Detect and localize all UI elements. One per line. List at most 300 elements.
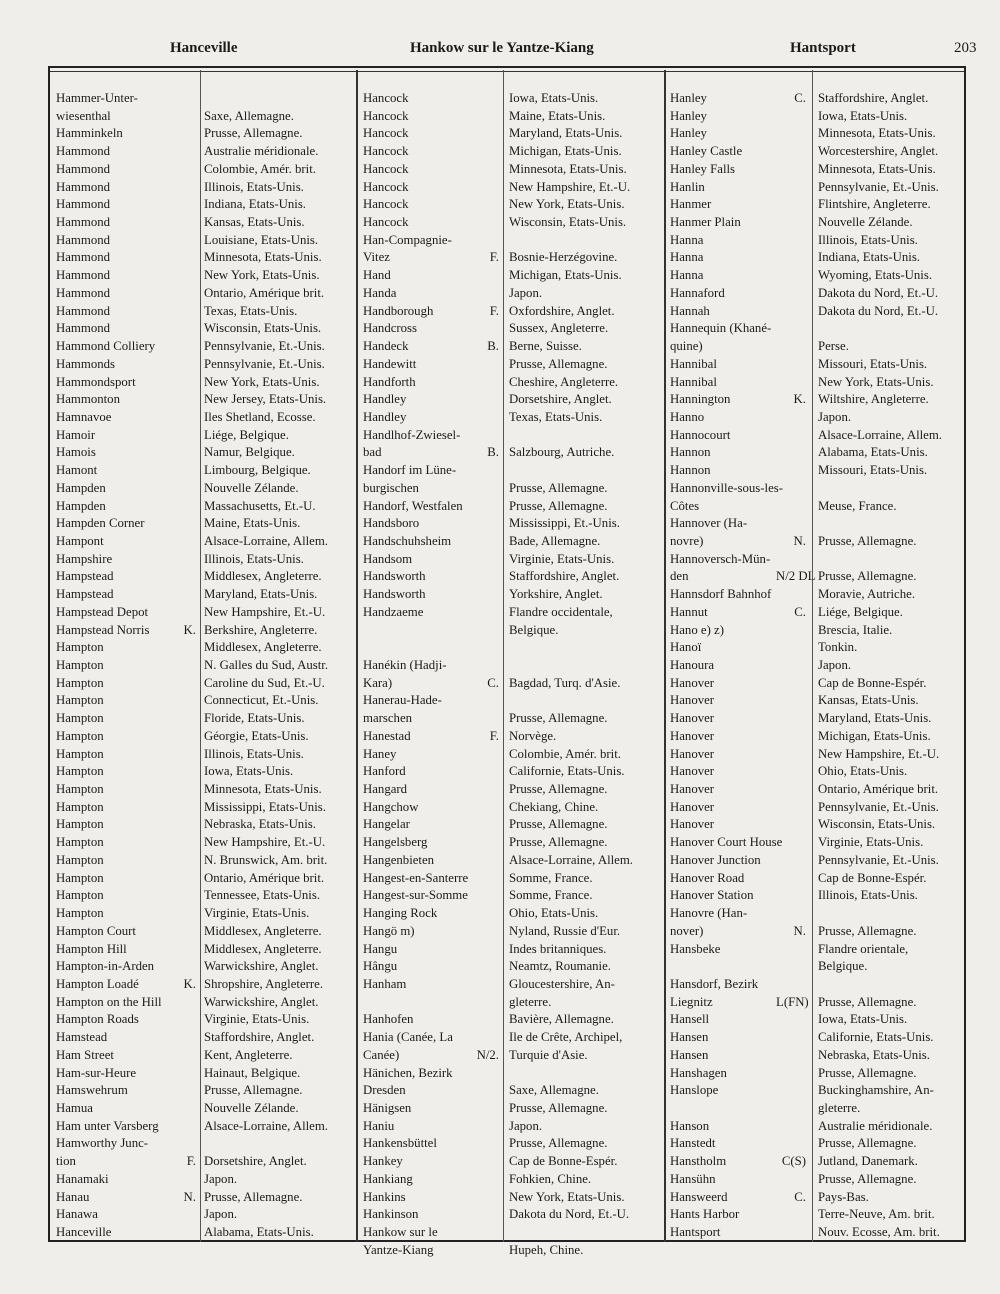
place-name: Hanley <box>670 108 707 123</box>
country-region: Buckinghamshire, An- <box>818 1083 934 1098</box>
running-header <box>0 40 1000 64</box>
place-name: Hanstholm <box>670 1154 727 1169</box>
country-region: Indiana, Etats-Unis. <box>818 250 920 265</box>
place-name: Hannington <box>670 392 731 407</box>
gazetteer-entry <box>670 1029 970 1047</box>
place-name: Hansühn <box>670 1171 716 1186</box>
country-region: New Hampshire, Et.-U. <box>204 604 326 619</box>
country-region: Limbourg, Belgique. <box>204 463 311 478</box>
place-name: Hampton <box>56 711 104 726</box>
place-name: Hampden Corner <box>56 516 145 531</box>
gazetteer-entry <box>670 1153 970 1171</box>
place-name: Hannon <box>670 445 711 460</box>
country-region: Berkshire, Angleterre. <box>204 622 318 637</box>
office-code: N/2 DL <box>776 569 816 584</box>
country-region: Berne, Suisse. <box>509 339 582 354</box>
place-name: Hancock <box>363 215 409 230</box>
office-code: B. <box>487 445 499 460</box>
country-region: New Hampshire, Et.-U. <box>509 179 631 194</box>
country-region: Japon. <box>204 1171 238 1186</box>
gazetteer-entry <box>670 551 970 569</box>
country-region: Prusse, Allemagne. <box>818 994 917 1009</box>
country-region: Texas, Etats-Unis. <box>509 409 603 424</box>
place-name: Dresden <box>363 1083 406 1098</box>
country-region: Perse. <box>818 339 849 354</box>
country-region: Terre-Neuve, Am. brit. <box>818 1207 935 1222</box>
country-region: Dakota du Nord, Et.-U. <box>818 285 939 300</box>
country-region: Prusse, Allemagne. <box>818 923 917 938</box>
country-region: Indiana, Etats-Unis. <box>204 197 306 212</box>
country-region: New York, Etats-Unis. <box>509 1189 625 1204</box>
place-name: Hanau <box>56 1189 90 1204</box>
country-region: Kansas, Etats-Unis. <box>204 215 305 230</box>
gazetteer-entry <box>670 781 970 799</box>
place-name: Haney <box>363 746 397 761</box>
country-region: Virginie, Etats-Unis. <box>818 835 924 850</box>
country-region: Prusse, Allemagne. <box>509 711 608 726</box>
gazetteer-entry <box>670 338 970 356</box>
country-region: Bosnie-Herzégovine. <box>509 250 618 265</box>
country-region: Pennsylvanie, Et.-Unis. <box>204 339 325 354</box>
place-name: Handsboro <box>363 516 420 531</box>
place-name: Hanley Castle <box>670 144 743 159</box>
country-region: Prusse, Allemagne. <box>818 1136 917 1151</box>
place-name: Hanna <box>670 250 704 265</box>
place-name: Handsworth <box>363 587 426 602</box>
country-region: Bade, Allemagne. <box>509 533 601 548</box>
gazetteer-entry <box>670 1189 970 1207</box>
country-region: Minnesota, Etats-Unis. <box>204 250 322 265</box>
office-code: N/2. <box>476 1047 499 1062</box>
gazetteer-entry <box>670 108 970 126</box>
place-name: Hansen <box>670 1030 709 1045</box>
place-name: Hansbeke <box>670 941 721 956</box>
country-region: Alsace-Lorraine, Allem. <box>204 1118 329 1133</box>
office-code: K. <box>793 392 806 407</box>
place-name: Yantze-Kiang <box>363 1242 434 1257</box>
country-region: Moravie, Autriche. <box>818 587 916 602</box>
place-name: marschen <box>363 711 413 726</box>
gazetteer-entry <box>670 746 970 764</box>
country-region: Californie, Etats-Unis. <box>818 1030 934 1045</box>
gazetteer-entry <box>670 1118 970 1136</box>
country-region: Maryland, Etats-Unis. <box>509 126 623 141</box>
country-region: New York, Etats-Unis. <box>509 197 625 212</box>
place-name: Handley <box>363 409 407 424</box>
place-name: Handorf im Lüne- <box>363 463 457 478</box>
gazetteer-entry <box>670 249 970 267</box>
place-name: Handley <box>363 392 407 407</box>
gazetteer-entry <box>670 1224 970 1242</box>
country-region: Japon. <box>509 1118 543 1133</box>
place-name: Hansweerd <box>670 1189 728 1204</box>
place-name: Hanna <box>670 268 704 283</box>
place-name: Hampton <box>56 764 104 779</box>
place-name: Hannonville-sous-les- <box>670 480 784 495</box>
place-name: Hangest-sur-Somme <box>363 888 468 903</box>
place-name: Hansdorf, Bezirk <box>670 976 759 991</box>
country-region: Cap de Bonne-Espér. <box>818 675 927 690</box>
country-region: Staffordshire, Anglet. <box>818 91 929 105</box>
place-name: Hampstead Depot <box>56 604 149 619</box>
place-name: tion <box>56 1154 76 1169</box>
country-region: Massachusetts, Et.-U. <box>204 498 316 513</box>
country-region: Kent, Angleterre. <box>204 1047 293 1062</box>
gazetteer-entry <box>670 1100 970 1118</box>
country-region: Ontario, Amérique brit. <box>204 870 325 885</box>
gazetteer-entry <box>670 427 970 445</box>
country-region: Virginie, Etats-Unis. <box>204 906 310 921</box>
place-name: Hammond <box>56 268 111 283</box>
country-region: Salzbourg, Autriche. <box>509 445 615 460</box>
place-name: Hamminkeln <box>56 126 123 141</box>
country-region: Saxe, Allemagne. <box>204 108 294 123</box>
place-name: Handborough <box>363 303 434 318</box>
country-region: Hupeh, Chine. <box>509 1242 584 1257</box>
gazetteer-entry <box>670 905 970 923</box>
country-region: Nouvelle Zélande. <box>818 215 913 230</box>
place-name: Hamont <box>56 463 98 478</box>
place-name: Hanging Rock <box>363 906 438 921</box>
country-region: New York, Etats-Unis. <box>204 374 320 389</box>
country-region: Cap de Bonne-Espér. <box>509 1154 618 1169</box>
place-name: Hanover <box>670 693 715 708</box>
column-3 <box>670 90 970 1242</box>
place-name: Hanerau-Hade- <box>363 693 442 708</box>
gazetteer-entry <box>670 622 970 640</box>
country-region: Wisconsin, Etats-Unis. <box>509 215 627 230</box>
gazetteer-entry <box>670 728 970 746</box>
country-region: Shropshire, Angleterre. <box>204 976 324 991</box>
place-name: Hannocourt <box>670 427 731 442</box>
place-name: Hannah <box>670 303 710 318</box>
country-region: Japon. <box>818 409 852 424</box>
gazetteer-entry <box>670 1082 970 1100</box>
place-name: Hanslope <box>670 1083 719 1098</box>
place-name: Hankiang <box>363 1171 413 1186</box>
gazetteer-entry <box>670 125 970 143</box>
place-name: Hanovre (Han- <box>670 906 748 921</box>
place-name: Hanford <box>363 764 406 779</box>
gazetteer-entry <box>670 196 970 214</box>
country-region: Iowa, Etats-Unis. <box>818 1012 908 1027</box>
country-region: Jutland, Danemark. <box>818 1154 918 1169</box>
place-name: Hangchow <box>363 799 419 814</box>
gazetteer-entry <box>670 462 970 480</box>
country-region: Dakota du Nord, Et.-U. <box>509 1207 630 1222</box>
gazetteer-entry <box>670 834 970 852</box>
place-name: Hanover Junction <box>670 852 761 867</box>
place-name: Hancock <box>363 179 409 194</box>
place-name: Hantsport <box>670 1225 721 1239</box>
country-region: Illinois, Etats-Unis. <box>818 232 918 247</box>
place-name: Hammonds <box>56 356 116 371</box>
country-region: Ohio, Etats-Unis. <box>509 906 599 921</box>
country-region: Alabama, Etats-Unis. <box>204 1225 314 1239</box>
place-name: Hankow sur le <box>363 1225 438 1239</box>
gazetteer-entry <box>670 852 970 870</box>
place-name: Hanmer Plain <box>670 215 741 230</box>
place-name: Hannibal <box>670 374 717 389</box>
place-name: Haniu <box>363 1118 395 1133</box>
place-name: Hankins <box>363 1189 406 1204</box>
gazetteer-entry <box>670 887 970 905</box>
country-region: Prusse, Allemagne. <box>509 1100 608 1115</box>
place-name: Hangelsberg <box>363 835 428 850</box>
country-region: Nouv. Ecosse, Am. brit. <box>818 1225 940 1239</box>
country-region: Warwickshire, Anglet. <box>204 959 319 974</box>
country-region: Belgique. <box>818 959 868 974</box>
country-region: Japon. <box>509 285 543 300</box>
place-name: Hanékin (Hadji- <box>363 658 447 672</box>
country-region: Pennsylvanie, Et.-Unis. <box>818 179 939 194</box>
gazetteer-entry <box>670 214 970 232</box>
place-name: Hanna <box>670 232 704 247</box>
place-name: Hampton <box>56 852 104 867</box>
gazetteer-entry <box>670 799 970 817</box>
gazetteer-entry <box>670 586 970 604</box>
place-name: Hanawa <box>56 1207 98 1222</box>
country-region: Middlesex, Angleterre. <box>204 569 322 584</box>
country-region: Liége, Belgique. <box>818 604 903 619</box>
office-code: F. <box>489 303 499 318</box>
country-region: Pays-Bas. <box>818 1189 869 1204</box>
gazetteer-entry <box>670 710 970 728</box>
place-name: nover) <box>670 923 704 938</box>
place-name: Hanstedt <box>670 1136 716 1151</box>
gazetteer-entry <box>670 870 970 888</box>
place-name: Hampton-in-Arden <box>56 959 155 974</box>
country-region: Prusse, Allemagne. <box>509 498 608 513</box>
country-region: Bavière, Allemagne. <box>509 1012 614 1027</box>
country-region: Missouri, Etats-Unis. <box>818 356 928 371</box>
office-code: F. <box>186 1154 196 1169</box>
place-name: Hannoversch-Mün- <box>670 551 771 566</box>
country-region: New Hampshire, Et.-U. <box>818 746 940 761</box>
country-region: Staffordshire, Anglet. <box>204 1030 315 1045</box>
country-region: Prusse, Allemagne. <box>204 126 303 141</box>
country-region: Flandre occidentale, <box>509 604 613 619</box>
country-region: Japon. <box>818 658 852 672</box>
gazetteer-entry <box>363 1242 963 1260</box>
country-region: Wyoming, Etats-Unis. <box>818 268 933 283</box>
country-region: Fohkien, Chine. <box>509 1171 592 1186</box>
place-name: Hampton <box>56 906 104 921</box>
country-region: Somme, France. <box>509 870 593 885</box>
place-name: Hanover <box>670 764 715 779</box>
place-name: Hanover <box>670 711 715 726</box>
header-right-word: Hantsport <box>790 40 856 56</box>
gazetteer-entry <box>670 285 970 303</box>
header-left-word: Hanceville <box>170 40 238 56</box>
gazetteer-entry <box>670 1011 970 1029</box>
header-center-word: Hankow sur le Yantze-Kiang <box>410 40 594 56</box>
gazetteer-entry <box>670 763 970 781</box>
place-name: Hanceville <box>56 1225 112 1239</box>
gazetteer-entry <box>670 958 970 976</box>
country-region: Hainaut, Belgique. <box>204 1065 301 1080</box>
place-name: Hammond <box>56 285 111 300</box>
place-name: Hancock <box>363 126 409 141</box>
gazetteer-entry <box>670 568 970 586</box>
country-region: Cap de Bonne-Espér. <box>818 870 927 885</box>
country-region: Brescia, Italie. <box>818 622 893 637</box>
country-region: Michigan, Etats-Unis. <box>818 728 931 743</box>
place-name: Hangard <box>363 782 408 797</box>
country-region: Meuse, France. <box>818 498 897 513</box>
place-name: Hampton on the Hill <box>56 994 162 1009</box>
place-name: Hangö m) <box>363 923 415 938</box>
place-name: Hampshire <box>56 551 113 566</box>
place-name: Hampton <box>56 870 104 885</box>
country-region: Illinois, Etats-Unis. <box>204 551 304 566</box>
place-name: Hankensbüttel <box>363 1136 437 1151</box>
place-name: Hampden <box>56 480 106 495</box>
gazetteer-entry <box>670 1135 970 1153</box>
country-region: Prusse, Allemagne. <box>509 782 608 797</box>
office-code: C. <box>794 91 806 105</box>
place-name: Handforth <box>363 374 416 389</box>
place-name: Hannibal <box>670 356 717 371</box>
country-region: Louisiane, Etats-Unis. <box>204 232 319 247</box>
place-name: Hampstead <box>56 569 114 584</box>
country-region: Staffordshire, Anglet. <box>509 569 620 584</box>
country-region: Australie méridionale. <box>204 144 319 159</box>
place-name: Hampden <box>56 498 106 513</box>
country-region: Australie méridionale. <box>818 1118 933 1133</box>
office-code: L(FN) <box>776 994 809 1009</box>
place-name: Hangenbieten <box>363 852 435 867</box>
place-name: Hampton <box>56 728 104 743</box>
place-name: Hampton <box>56 782 104 797</box>
country-region: New Hampshire, Et.-U. <box>204 835 326 850</box>
place-name: Hampton <box>56 835 104 850</box>
place-name: Hampton <box>56 675 104 690</box>
place-name: Hansen <box>670 1047 709 1062</box>
place-name: Hammond <box>56 215 111 230</box>
office-code: B. <box>487 339 499 354</box>
country-region: Middlesex, Angleterre. <box>204 923 322 938</box>
place-name: Hanley Falls <box>670 161 736 176</box>
country-region: Norvège. <box>509 728 557 743</box>
place-name: novre) <box>670 533 704 548</box>
country-region: Warwickshire, Anglet. <box>204 994 319 1009</box>
place-name: Hanley <box>670 126 707 141</box>
place-name: Hampton <box>56 817 104 832</box>
place-name: Hangu <box>363 941 398 956</box>
country-region: Missouri, Etats-Unis. <box>818 463 928 478</box>
country-region: Prusse, Allemagne. <box>204 1083 303 1098</box>
place-name: Hamua <box>56 1100 93 1115</box>
gazetteer-entry <box>670 374 970 392</box>
country-region: Middlesex, Angleterre. <box>204 941 322 956</box>
place-name: Hammondsport <box>56 374 136 389</box>
place-name: Hammer-Unter- <box>56 91 138 105</box>
gazetteer-entry <box>670 1065 970 1083</box>
place-name: Liegnitz <box>670 994 713 1009</box>
gazetteer-entry <box>670 232 970 250</box>
place-name: Handschuhsheim <box>363 533 452 548</box>
place-name: Hampstead Norris <box>56 622 150 637</box>
gazetteer-entry <box>670 639 970 657</box>
place-name: Hanshagen <box>670 1065 727 1080</box>
gazetteer-entry <box>670 179 970 197</box>
country-region: Pennsylvanie, Et.-Unis. <box>204 356 325 371</box>
gazetteer-entry <box>670 303 970 321</box>
country-region: Nebraska, Etats-Unis. <box>818 1047 930 1062</box>
place-name: Hanlin <box>670 179 705 194</box>
country-region: Gloucestershire, An- <box>509 976 615 991</box>
place-name: Hammond <box>56 161 111 176</box>
place-name: Hampont <box>56 533 104 548</box>
place-name: Hammond <box>56 197 111 212</box>
place-name: Côtes <box>670 498 700 513</box>
place-name: Handa <box>363 285 397 300</box>
country-region: Somme, France. <box>509 888 593 903</box>
place-name: Hamworthy Junc- <box>56 1136 149 1151</box>
country-region: Prusse, Allemagne. <box>818 1171 917 1186</box>
country-region: Minnesota, Etats-Unis. <box>509 161 627 176</box>
gazetteer-entry <box>670 1047 970 1065</box>
country-region: Wisconsin, Etats-Unis. <box>818 817 936 832</box>
country-region: Illinois, Etats-Unis. <box>818 888 918 903</box>
country-region: New York, Etats-Unis. <box>204 268 320 283</box>
country-region: Virginie, Etats-Unis. <box>509 551 615 566</box>
country-region: Neamtz, Roumanie. <box>509 959 611 974</box>
gazetteer-entry <box>670 356 970 374</box>
gazetteer-entry <box>670 391 970 409</box>
place-name: Han-Compagnie- <box>363 232 452 247</box>
country-region: Indes britanniques. <box>509 941 607 956</box>
country-region: Japon. <box>204 1207 238 1222</box>
place-name: Handsom <box>363 551 413 566</box>
country-region: N. Brunswick, Am. brit. <box>204 852 328 867</box>
country-region: Virginie, Etats-Unis. <box>204 1012 310 1027</box>
place-name: Hania (Canée, La <box>363 1030 453 1045</box>
place-name: Handorf, Westfalen <box>363 498 463 513</box>
place-name: Hanestad <box>363 728 411 743</box>
country-region: Alabama, Etats-Unis. <box>818 445 928 460</box>
country-region: N. Galles du Sud, Austr. <box>204 658 329 672</box>
place-name: Hamois <box>56 445 96 460</box>
place-name: Canée) <box>363 1047 400 1062</box>
country-region: Dorsetshire, Anglet. <box>204 1154 307 1169</box>
country-region: Alsace-Lorraine, Allem. <box>509 852 634 867</box>
country-region: Nouvelle Zélande. <box>204 1100 299 1115</box>
place-name: Hammond <box>56 232 111 247</box>
place-name: Ham-sur-Heure <box>56 1065 137 1080</box>
place-name: wiesenthal <box>56 108 111 123</box>
office-code: C. <box>794 1189 806 1204</box>
place-name: Hanover <box>670 746 715 761</box>
place-name: Hammond Colliery <box>56 339 156 354</box>
place-name: Hannequin (Khané- <box>670 321 772 336</box>
country-region: Dakota du Nord, Et.-U. <box>818 303 939 318</box>
country-region: Nouvelle Zélande. <box>204 480 299 495</box>
gazetteer-entry <box>670 923 970 941</box>
country-region: Pennsylvanie, Et.-Unis. <box>818 799 939 814</box>
country-region: Wisconsin, Etats-Unis. <box>204 321 322 336</box>
country-region: gleterre. <box>818 1100 861 1115</box>
place-name: Hano e) z) <box>670 622 724 637</box>
place-name: Hampton Court <box>56 923 136 938</box>
country-region: Colombie, Amér. brit. <box>204 161 316 176</box>
country-region: Chekiang, Chine. <box>509 799 599 814</box>
country-region: Minnesota, Etats-Unis. <box>818 161 936 176</box>
gazetteer-entry <box>670 657 970 675</box>
gazetteer-entry <box>670 1171 970 1189</box>
place-name: Hamstead <box>56 1030 108 1045</box>
